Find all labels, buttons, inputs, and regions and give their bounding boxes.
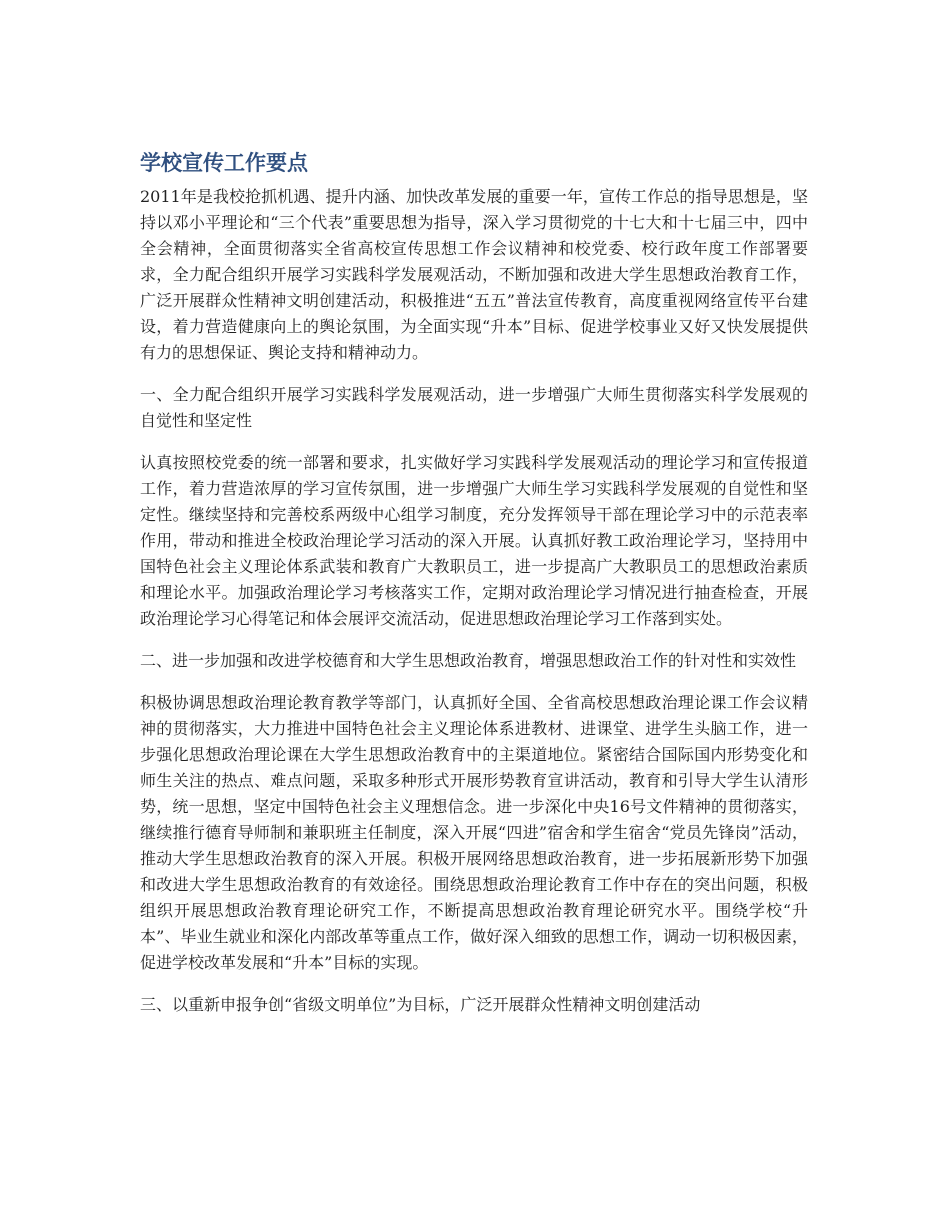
section-3-heading: 三、以重新申报争创“省级文明单位”为目标，广泛开展群众性精神文明创建活动 (140, 995, 701, 1014)
section-2-heading: 二、进一步加强和改进学校德育和大学生思想政治教育，增强思想政治工作的针对性和实效性 (140, 651, 797, 670)
document-page (140, 148, 808, 1034)
document-title: 学校宣传工作要点 (140, 151, 308, 175)
intro-paragraph: 2011年是我校抢抓机遇、提升内涵、加快改革发展的重要一年，宣传工作总的指导思想是，坚持以邓小平理论和“三个代表”重要思想为指导，深入学习贯彻党的十七大和十七届三中，四中全会精神，全面贯彻落实全省高校宣传思想工作会议精神和校党委、校行政年度工作部署要求，全力配合组织开展学习实践科学发展观活动，不断加强和改进大学生思想政治教育工作，广泛开展群众性精神文明创建活动，积极推进“五五”普法宣传教育，高度重视网络宣传平台建设，着力营造健康向上的舆论氛围，为全面实现“升本”目标、促进学校事业又好又快发展提供有力的思想保证、舆论支持和精神动力。 (140, 187, 808, 362)
section-2-body: 积极协调思想政治理论教育教学等部门，认真抓好全国、全省高校思想政治理论课工作会议精神的贯彻落实，大力推进中国特色社会主义理论体系进教材、进课堂、进学生头脑工作，进一步强化思想政治理论课在大学生思想政治教育中的主渠道地位。紧密结合国际国内形势变化和师生关注的热点、难点问题，采取多种形式开展形势教育宣讲活动，教育和引导大学生认清形势，统一思想，坚定中国特色社会主义理想信念。进一步深化中央16号文件精神的贯彻落实，继续推行德育导师制和兼职班主任制度，深入开展“四进”宿舍和学生宿舍“党员先锋岗”活动，推动大学生思想政治教育的深入开展。积极开展网络思想政治教育，进一步拓展新形势下加强和改进大学生思想政治教育的有效途径。围绕思想政治理论教育工作中存在的突出问题，积极组织开展思想政治教育理论研究工作，不断提高思想政治教育理论研究水平。围绕学校“升本”、毕业生就业和深化内部改革等重点工作，做好深入细致的思想工作，调动一切积极因素，促进学校改革发展和“升本”目标的实现。 (140, 693, 808, 972)
section-1-heading: 一、全力配合组织开展学习实践科学发展观活动，进一步增强广大师生贯彻落实科学发展观的自觉性和坚定性 (140, 385, 808, 430)
section-1-body: 认真按照校党委的统一部署和要求，扎实做好学习实践科学发展观活动的理论学习和宣传报道工作，着力营造浓厚的学习宣传氛围，进一步增强广大师生学习实践科学发展观的自觉性和坚定性。继续坚持和完善校系两级中心组学习制度，充分发挥领导干部在理论学习中的示范表率作用，带动和推进全校政治理论学习活动的深入开展。认真抓好教工政治理论学习，坚持用中国特色社会主义理论体系武装和教育广大教职员工，进一步提高广大教职员工的思想政治素质和理论水平。加强政治理论学习考核落实工作，定期对政治理论学习情况进行抽查检查，开展政治理论学习心得笔记和体会展评交流活动，促进思想政治理论学习工作落到实处。 (140, 453, 808, 628)
